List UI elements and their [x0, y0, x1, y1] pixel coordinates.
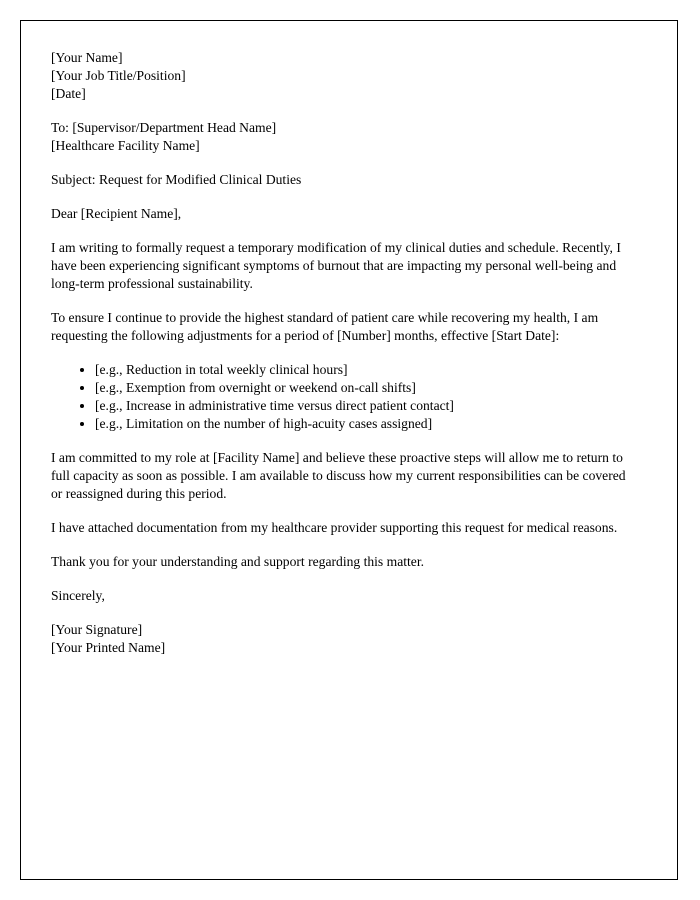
recipient-facility-line: [Healthcare Facility Name] — [51, 138, 200, 153]
sender-name: [Your Name] — [51, 50, 123, 65]
sender-block — [51, 49, 631, 103]
signature-block — [51, 621, 631, 657]
paragraph-request: I am writing to formally request a temporary modification of my clinical duties and schedule. Recently, I have been experiencing significant symptoms of burnout that are impacting my personal well-being and long-term professional sustainability. — [51, 240, 621, 291]
paragraph-adjustments-intro: To ensure I continue to provide the highest standard of patient care while recovering my health, I am requesting the following adjustments for a period of [Number] months, effective [Start Date]: — [51, 310, 599, 343]
sender-title: [Your Job Title/Position] — [51, 68, 186, 83]
adjustment-item: • [e.g., Increase in administrative time versus direct patient contact] — [95, 397, 631, 415]
adjustment-item: • [e.g., Limitation on the number of high-acuity cases assigned] — [95, 415, 631, 433]
closing: Sincerely, — [51, 588, 105, 603]
adjustments-list — [51, 361, 631, 433]
paragraph-commitment: I am committed to my role at [Facility Name] and believe these proactive steps will allow me to return to full capacity as soon as possible. I am available to discuss how my current responsibilities can be covered or reassigned during this period. — [51, 450, 626, 501]
paragraph-thanks: Thank you for your understanding and support regarding this matter. — [51, 554, 424, 569]
salutation: Dear [Recipient Name], — [51, 206, 182, 221]
adjustment-item: • [e.g., Reduction in total weekly clinical hours] — [95, 361, 631, 379]
recipient-to-line: To: [Supervisor/Department Head Name] — [51, 120, 277, 135]
recipient-block — [51, 119, 631, 155]
letter-date: [Date] — [51, 86, 86, 101]
printed-name-line: [Your Printed Name] — [51, 640, 166, 655]
adjustment-item: • [e.g., Exemption from overnight or weekend on-call shifts] — [95, 379, 631, 397]
letter-page — [20, 20, 678, 880]
signature-line: [Your Signature] — [51, 622, 143, 637]
subject-line: Subject: Request for Modified Clinical Duties — [51, 172, 302, 187]
paragraph-documentation: I have attached documentation from my healthcare provider supporting this request for medical reasons. — [51, 520, 618, 535]
